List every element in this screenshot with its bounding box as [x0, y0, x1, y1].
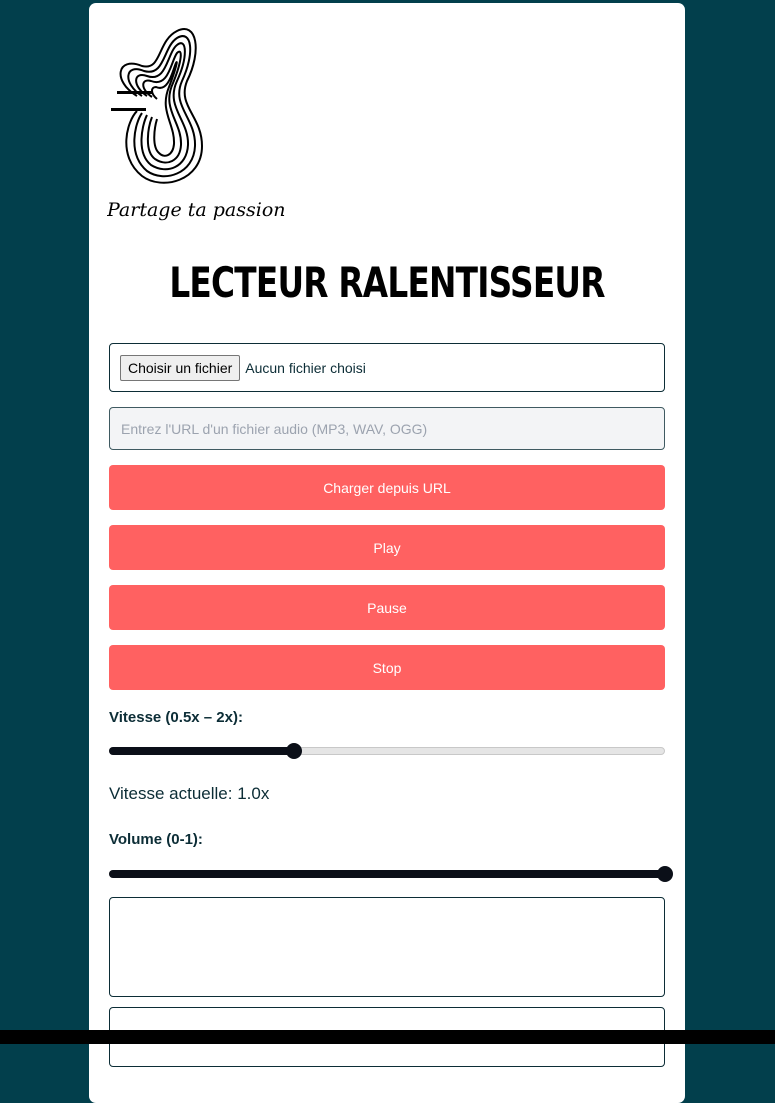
volume-thumb[interactable]: [657, 866, 673, 882]
load-url-button[interactable]: Charger depuis URL: [109, 465, 665, 510]
volume-label: Volume (0-1):: [109, 831, 203, 848]
volume-fill: [109, 870, 665, 878]
player-card: [89, 3, 685, 1103]
svg-text:Partage ta passion: Partage ta passion: [107, 199, 286, 221]
file-status: Aucun fichier choisi: [245, 359, 366, 376]
bottom-bar: [0, 1030, 775, 1044]
stop-button[interactable]: Stop: [109, 645, 665, 690]
speed-slider[interactable]: [109, 747, 665, 755]
current-speed-text: Vitesse actuelle: 1.0x: [109, 784, 270, 803]
speed-label: Vitesse (0.5x – 2x):: [109, 709, 243, 726]
speed-fill: [109, 747, 294, 755]
page-title: LECTEUR RALENTISSEUR: [169, 258, 605, 307]
pause-button[interactable]: Pause: [109, 585, 665, 630]
speed-thumb[interactable]: [286, 743, 302, 759]
play-button[interactable]: Play: [109, 525, 665, 570]
url-input[interactable]: Entrez l'URL d'un fichier audio (MP3, WAV, OGG): [109, 407, 665, 450]
output-box: [109, 897, 665, 997]
file-input[interactable]: [109, 343, 665, 392]
logo-swirl-icon: [107, 21, 317, 231]
brand-logo: [107, 21, 317, 231]
volume-slider[interactable]: [109, 870, 665, 878]
choose-file-button[interactable]: Choisir un fichier: [120, 355, 240, 381]
